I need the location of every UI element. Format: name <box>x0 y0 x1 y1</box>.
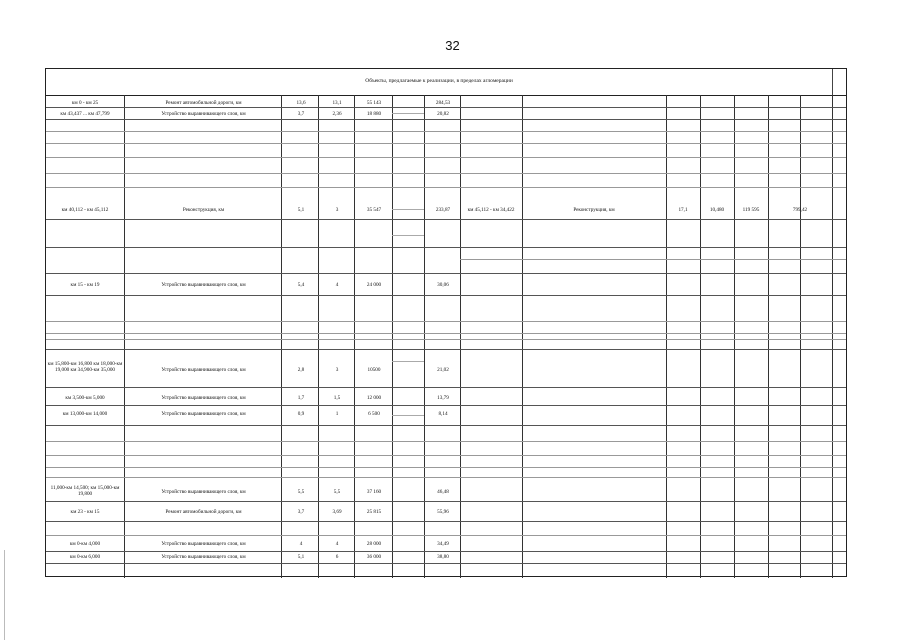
row-divider <box>46 333 846 334</box>
cell-length-total-2: 17,1 <box>678 207 688 213</box>
cell-location: км 3,500-км 5,000 <box>65 395 105 401</box>
cell-length-total: 1,7 <box>297 395 305 401</box>
cell-location: км 0 - км 25 <box>71 100 99 106</box>
scan-margin-line <box>4 550 5 640</box>
cell-cost: 36 000 <box>366 554 382 560</box>
cell-length: 6 <box>335 554 339 560</box>
row-divider <box>46 535 846 536</box>
cell-cost: 6 500 <box>368 411 380 417</box>
cell-amount: 55,96 <box>437 509 449 515</box>
cell-location: 11,000-км 14,500; км 15,000-км 19,800 <box>50 485 120 498</box>
cell-length: 2,36 <box>332 111 342 117</box>
sub-cell-line <box>392 209 424 210</box>
cell-amount: 8,14 <box>438 411 448 417</box>
row-divider <box>46 273 846 274</box>
cell-work-type: Ремонт автомобильной дороги, км <box>165 509 242 515</box>
cell-work-type: Устройство выравнивающего слоя, км <box>161 111 246 117</box>
cell-amount: 20,82 <box>437 111 449 117</box>
row-divider <box>46 405 846 406</box>
column-divider <box>124 95 125 578</box>
row-divider <box>46 321 846 322</box>
row-divider <box>46 339 846 340</box>
cell-location: км 23 - км 15 <box>70 509 100 515</box>
row-divider <box>46 521 846 522</box>
row-divider <box>46 107 846 108</box>
cell-location: км 15,800-км 16,800 км 18,000-км 19,000 км 34,900-км 35,000 <box>47 361 123 374</box>
cell-amount-2: 799,42 <box>792 207 808 213</box>
column-divider <box>354 95 355 578</box>
cell-cost: 28 000 <box>366 541 382 547</box>
cell-cost: 37 160 <box>366 489 382 495</box>
table-header-title: Объекты, предлагаемые к реализации, в пределах агломерации <box>365 78 513 84</box>
row-divider <box>46 387 846 388</box>
cell-amount: 233,87 <box>435 207 451 213</box>
cell-length-total: 3,7 <box>297 111 305 117</box>
cell-amount: 13,79 <box>437 395 449 401</box>
cell-cost: 10500 <box>367 367 381 373</box>
cell-length-total: 3,7 <box>297 509 305 515</box>
column-divider <box>318 95 319 578</box>
cell-length-total: 4 <box>299 541 303 547</box>
cell-amount: 30,06 <box>437 282 449 288</box>
cell-length-total: 0,9 <box>297 411 305 417</box>
cell-work-type: Устройство выравнивающего слоя, км <box>161 554 246 560</box>
objects-table <box>45 68 847 577</box>
cell-length: 3 <box>335 207 339 213</box>
cell-length-total: 2,8 <box>297 367 305 373</box>
column-divider <box>392 95 393 578</box>
cell-work-type: Устройство выравнивающего слоя, км <box>161 411 246 417</box>
row-divider <box>46 173 846 174</box>
column-divider <box>666 95 667 578</box>
column-divider <box>460 95 461 578</box>
row-divider <box>46 477 846 478</box>
cell-work-type: Устройство выравнивающего слоя, км <box>161 282 246 288</box>
cell-length: 4 <box>335 282 339 288</box>
page-number: 32 <box>445 38 460 53</box>
cell-location-2: км 45,112 - км 34,422 <box>467 207 515 213</box>
cell-length-total: 13,6 <box>296 100 306 106</box>
row-divider <box>46 143 846 144</box>
cell-cost-2: 119 595 <box>742 207 760 213</box>
cell-length: 13,1 <box>332 100 342 106</box>
header-right-border <box>832 69 833 95</box>
cell-length-2: 10,480 <box>709 207 725 213</box>
cell-amount: 21,02 <box>437 367 449 373</box>
row-divider <box>46 187 846 188</box>
sub-cell-line <box>392 235 424 236</box>
cell-work-type: Устройство выравнивающего слоя, км <box>161 541 246 547</box>
row-divider <box>46 455 846 456</box>
sub-cell-line <box>392 361 424 362</box>
cell-length: 4 <box>335 541 339 547</box>
row-divider <box>46 131 846 132</box>
row-divider <box>46 563 846 564</box>
cell-length-total: 5,4 <box>297 282 305 288</box>
row-divider <box>46 157 846 158</box>
cell-location: км 13,000-км 14,000 <box>62 411 108 417</box>
cell-work-type: Реконструкция, км <box>182 207 225 213</box>
cell-cost: 25 815 <box>366 509 382 515</box>
cell-location: км 0-км 4,000 <box>69 541 101 547</box>
cell-work-type: Устройство выравнивающего слоя, км <box>161 367 246 373</box>
cell-amount: 34,49 <box>437 541 449 547</box>
sub-cell-line <box>392 415 424 416</box>
cell-location: км 40,112 - км 45,112 <box>61 207 109 213</box>
cell-amount: 46,48 <box>437 489 449 495</box>
cell-work-type: Ремонт автомобильной дороги, км <box>165 100 242 106</box>
row-divider <box>460 259 846 260</box>
cell-cost: 24 000 <box>366 282 382 288</box>
cell-work-type: Устройство выравнивающего слоя, км <box>161 489 246 495</box>
cell-length-total: 5,5 <box>297 489 305 495</box>
row-divider <box>46 219 846 220</box>
cell-length: 3,69 <box>332 509 342 515</box>
cell-location: км 43,437 ... км 47,799 <box>60 111 110 117</box>
cell-length-total: 5,1 <box>297 207 305 213</box>
column-divider <box>424 95 425 578</box>
cell-cost: 12 000 <box>366 395 382 401</box>
column-divider <box>281 95 282 578</box>
cell-amount: 284,53 <box>435 100 451 106</box>
cell-location: км 15 - км 19 <box>70 282 100 288</box>
column-divider <box>522 95 523 578</box>
cell-cost: 55 143 <box>366 100 382 106</box>
cell-cost: 18 880 <box>366 111 382 117</box>
sub-cell-line <box>392 113 424 114</box>
column-divider <box>800 95 801 578</box>
cell-length: 5,5 <box>333 489 341 495</box>
cell-work-type: Устройство выравнивающего слоя, км <box>161 395 246 401</box>
header-divider <box>46 95 846 96</box>
cell-length: 1 <box>335 411 339 417</box>
column-divider <box>832 95 833 578</box>
cell-length: 1,5 <box>333 395 341 401</box>
cell-length-total: 5,1 <box>297 554 305 560</box>
column-divider <box>734 95 735 578</box>
row-divider <box>46 501 846 502</box>
cell-length: 3 <box>335 367 339 373</box>
row-divider <box>46 119 846 120</box>
cell-amount: 38,80 <box>437 554 449 560</box>
cell-location: км 0-км 6,000 <box>69 554 101 560</box>
column-divider <box>768 95 769 578</box>
row-divider <box>46 247 846 248</box>
row-divider <box>46 349 846 350</box>
row-divider <box>46 441 846 442</box>
cell-cost: 35 547 <box>366 207 382 213</box>
row-divider <box>46 425 846 426</box>
cell-work-type-2: Реконструкция, км <box>573 207 615 213</box>
row-divider <box>46 295 846 296</box>
row-divider <box>46 551 846 552</box>
column-divider <box>700 95 701 578</box>
row-divider <box>46 467 846 468</box>
